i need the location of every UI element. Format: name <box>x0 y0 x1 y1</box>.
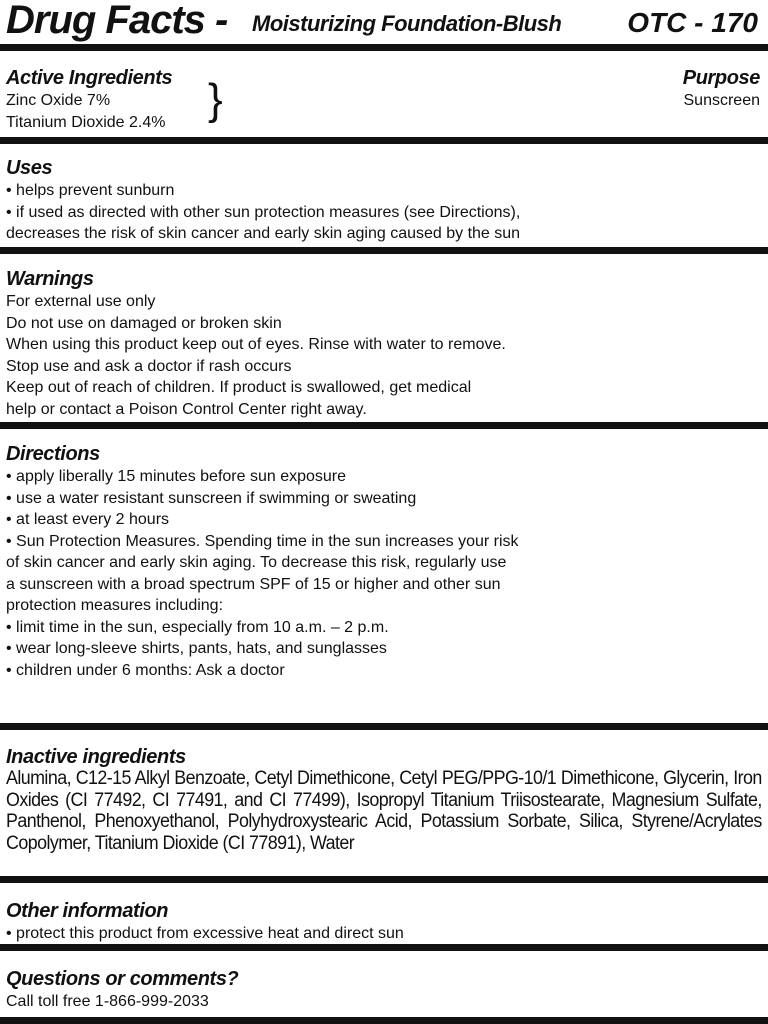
list-item: • limit time in the sun, especially from 10 a.m. – 2 p.m. <box>6 618 389 636</box>
list-item: • protect this product from excessive heat and direct sun <box>6 925 404 942</box>
list-item: help or contact a Poison Control Center right away. <box>6 400 367 418</box>
list-item: • wear long-sleeve shirts, pants, hats, and sunglasses <box>6 640 387 657</box>
list-item: Stop use and ask a doctor if rash occurs <box>6 357 292 375</box>
other-information-heading: Other information <box>6 900 169 922</box>
questions-heading: Questions or comments? <box>6 968 239 990</box>
list-item: • use a water resistant sunscreen if swimming or sweating <box>6 489 417 507</box>
list-item: Keep out of reach of children. If product is swallowed, get medical <box>6 379 472 396</box>
footer-divider <box>0 1017 768 1024</box>
list-item: For external use only <box>6 293 156 310</box>
list-item: • children under 6 months: Ask a doctor <box>6 661 285 679</box>
directions-list <box>6 466 519 681</box>
directions-heading: Directions <box>6 443 100 465</box>
purpose-heading: Purpose <box>682 67 760 89</box>
section-divider <box>0 944 768 951</box>
list-item: • at least every 2 hours <box>6 511 170 528</box>
brace-symbol: } <box>208 75 223 124</box>
product-code: OTC - 170 <box>627 7 758 38</box>
list-item: • Sun Protection Measures. Spending time in the sun increases your risk <box>6 532 519 550</box>
list-item: • if used as directed with other sun protection measures (see Directions), <box>6 203 521 221</box>
inactive-ingredients-text: Alumina, C12-15 Alkyl Benzoate, Cetyl Dimethicone, Cetyl PEG/PPG-10/1 Dimethicone, Glycerin, Iron Oxides (CI 77492, CI 77491, and CI 77499), Isopropyl Titanium Triisostearate, Magnesium Sulfate, Panthenol, Phenoxyethanol, Polyhydroxystearic Acid, Potassium Sorbate, Silica, Styrene/Acrylates Copolymer, Titanium Dioxide (CI 77891), Water <box>6 768 762 854</box>
inactive-ingredients-heading: Inactive ingredients <box>6 746 186 768</box>
uses-heading: Uses <box>6 157 53 179</box>
list-item: • apply liberally 15 minutes before sun exposure <box>6 468 347 485</box>
section-divider <box>0 723 768 730</box>
list-item: protection measures including: <box>6 597 224 614</box>
warnings-heading: Warnings <box>6 268 94 290</box>
active-ingredient-item: Titanium Dioxide 2.4% <box>6 114 166 131</box>
warnings-list <box>6 291 506 420</box>
uses-list <box>6 180 520 245</box>
section-divider <box>0 137 768 144</box>
section-divider <box>0 876 768 883</box>
list-item: • helps prevent sunburn <box>6 182 175 199</box>
active-ingredients-heading: Active Ingredients <box>6 67 173 89</box>
product-name: Moisturizing Foundation-Blush <box>252 11 562 36</box>
section-divider <box>0 422 768 429</box>
phone-line: Call toll free 1-866-999-2033 <box>6 993 209 1010</box>
list-item: of skin cancer and early skin aging. To decrease this risk, regularly use <box>6 554 507 571</box>
header-divider <box>0 44 768 51</box>
purpose-value: Sunscreen <box>683 92 760 109</box>
section-divider <box>0 247 768 254</box>
active-ingredient-item: Zinc Oxide 7% <box>6 92 111 109</box>
list-item: decreases the risk of skin cancer and early skin aging caused by the sun <box>6 225 521 242</box>
list-item: When using this product keep out of eyes. Rinse with water to remove. <box>6 336 506 353</box>
list-item: Do not use on damaged or broken skin <box>6 314 282 332</box>
list-item: a sunscreen with a broad spectrum SPF of 15 or higher and other sun <box>6 575 501 593</box>
page-title: Drug Facts - <box>6 0 228 42</box>
